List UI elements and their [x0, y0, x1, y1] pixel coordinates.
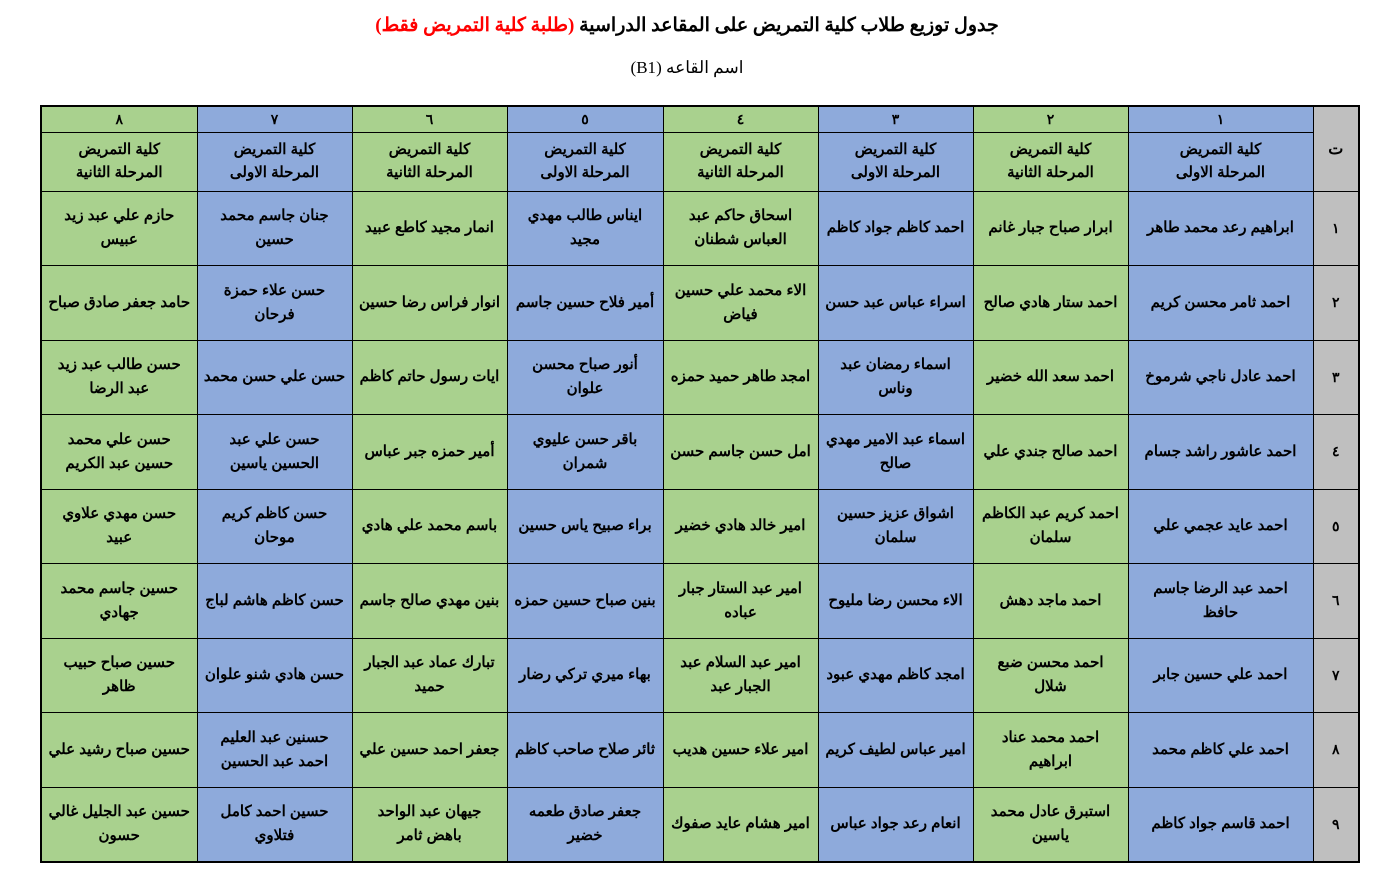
- student-name-cell: حسن طالب عبد زيد عبد الرضا: [41, 340, 197, 415]
- student-name-cell: تبارك عماد عبد الجبار حميد: [352, 638, 507, 713]
- student-name-cell: احمد ستار هادي صالح: [973, 266, 1128, 341]
- student-name-cell: اسماء رمضان عبد وناس: [818, 340, 973, 415]
- column-number-header: ٨: [41, 106, 197, 132]
- student-name-cell: احمد سعد الله خضير: [973, 340, 1128, 415]
- table-row: [41, 489, 1359, 564]
- student-name-cell: بنين مهدي صالح جاسم: [352, 564, 507, 639]
- student-name-cell: جنان جاسم محمد حسين: [197, 191, 352, 266]
- student-name-cell: امجد طاهر حميد حمزه: [663, 340, 818, 415]
- column-college-row: [41, 132, 1359, 191]
- student-name-cell: احمد كريم عبد الكاظم سلمان: [973, 489, 1128, 564]
- stage-label: المرحلة الثانية: [697, 163, 784, 181]
- student-name-cell: حامد جعفر صادق صباح: [41, 266, 197, 341]
- student-name-cell: حسين صباح رشيد علي: [41, 713, 197, 788]
- table-row: [41, 713, 1359, 788]
- row-number: ٧: [1313, 638, 1359, 713]
- student-name-cell: اسماء عبد الامير مهدي صالح: [818, 415, 973, 490]
- college-label: كلية التمريض: [1009, 141, 1092, 158]
- student-name-cell: احمد صالح جندي علي: [973, 415, 1128, 490]
- student-name-cell: انعام رعد جواد عباس: [818, 787, 973, 862]
- student-name-cell: بنين صباح حسين حمزه: [507, 564, 663, 639]
- column-college-header: [818, 132, 973, 191]
- student-name-cell: استبرق عادل محمد ياسين: [973, 787, 1128, 862]
- student-name-cell: احمد عبد الرضا جاسم حافظ: [1128, 564, 1313, 639]
- stage-label: المرحلة الثانية: [386, 163, 473, 181]
- row-number: ٥: [1313, 489, 1359, 564]
- student-name-cell: حسن علي محمد حسين عبد الكريم: [41, 415, 197, 490]
- title-black-text: جدول توزيع طلاب كلية التمريض على المقاعد الدراسية: [574, 15, 999, 36]
- student-name-cell: احمد عادل ناجي شرموخ: [1128, 340, 1313, 415]
- student-name-cell: احمد علي حسين جابر: [1128, 638, 1313, 713]
- column-number-header: ٧: [197, 106, 352, 132]
- student-name-cell: أمير حمزه جبر عباس: [352, 415, 507, 490]
- column-number-header: ٤: [663, 106, 818, 132]
- student-name-cell: ثائر صلاح صاحب كاظم: [507, 713, 663, 788]
- table-row: [41, 787, 1359, 862]
- column-college-header: [507, 132, 663, 191]
- student-name-cell: حسن علاء حمزة فرحان: [197, 266, 352, 341]
- column-college-header: [197, 132, 352, 191]
- student-name-cell: باقر حسن عليوي شمران: [507, 415, 663, 490]
- student-name-cell: احمد عايد عجمي علي: [1128, 489, 1313, 564]
- student-name-cell: احمد محسن ضبع شلال: [973, 638, 1128, 713]
- student-name-cell: حسن علي حسن محمد: [197, 340, 352, 415]
- table-row: [41, 191, 1359, 266]
- student-name-cell: حسين صباح حبيب ظاهر: [41, 638, 197, 713]
- table-row: [41, 266, 1359, 341]
- student-name-cell: امير عبد السلام عبد الجبار عبد: [663, 638, 818, 713]
- student-name-cell: أنور صباح محسن علوان: [507, 340, 663, 415]
- column-number-header: ١: [1128, 106, 1313, 132]
- student-name-cell: احمد عاشور راشد جسام: [1128, 415, 1313, 490]
- serial-column-header: ت: [1313, 106, 1359, 191]
- row-number: ١: [1313, 191, 1359, 266]
- student-name-cell: الاء محمد علي حسين فياض: [663, 266, 818, 341]
- student-name-cell: امير خالد هادي خضير: [663, 489, 818, 564]
- column-college-header: [973, 132, 1128, 191]
- student-name-cell: حسن كاظم هاشم لباج: [197, 564, 352, 639]
- row-number: ٩: [1313, 787, 1359, 862]
- document-title: [0, 0, 1374, 37]
- student-name-cell: امير علاء حسين هديب: [663, 713, 818, 788]
- student-name-cell: حسين عبد الجليل غالي حسون: [41, 787, 197, 862]
- college-label: كلية التمريض: [699, 141, 782, 158]
- row-number: ٦: [1313, 564, 1359, 639]
- column-number-header: ٣: [818, 106, 973, 132]
- student-name-cell: احمد قاسم جواد كاظم: [1128, 787, 1313, 862]
- student-name-cell: امل حسن جاسم حسن: [663, 415, 818, 490]
- seating-table: [40, 105, 1360, 863]
- student-name-cell: امير عبد الستار جبار عباده: [663, 564, 818, 639]
- column-college-header: [41, 132, 197, 191]
- title-red-text: (طلبة كلية التمريض فقط): [375, 15, 575, 36]
- stage-label: المرحلة الاولى: [229, 163, 320, 181]
- row-number: ٣: [1313, 340, 1359, 415]
- table-row: [41, 340, 1359, 415]
- student-name-cell: اسحاق حاكم عبد العباس شطنان: [663, 191, 818, 266]
- student-name-cell: ايناس طالب مهدي مجيد: [507, 191, 663, 266]
- student-name-cell: احمد ثامر محسن كريم: [1128, 266, 1313, 341]
- student-name-cell: براء صبيح ياس حسين: [507, 489, 663, 564]
- college-label: كلية التمريض: [233, 141, 316, 158]
- student-name-cell: الاء محسن رضا مليوح: [818, 564, 973, 639]
- hall-name-label: اسم القاعه (B1): [630, 58, 744, 77]
- college-label: كلية التمريض: [78, 141, 161, 158]
- student-name-cell: احمد محمد عناد ابراهيم: [973, 713, 1128, 788]
- student-name-cell: ابرار صباح جبار غانم: [973, 191, 1128, 266]
- student-name-cell: جعفر احمد حسين علي: [352, 713, 507, 788]
- row-number: ٤: [1313, 415, 1359, 490]
- table-row: [41, 638, 1359, 713]
- column-college-header: [1128, 132, 1313, 191]
- stage-label: المرحلة الاولى: [1175, 163, 1266, 181]
- student-name-cell: حسين جاسم محمد جهادي: [41, 564, 197, 639]
- college-label: كلية التمريض: [1179, 141, 1262, 158]
- student-name-cell: حسن مهدي علاوي عبيد: [41, 489, 197, 564]
- row-number: ٨: [1313, 713, 1359, 788]
- column-number-header: ٥: [507, 106, 663, 132]
- student-name-cell: اسراء عباس عبد حسن: [818, 266, 973, 341]
- student-name-cell: امير هشام عايد صفوك: [663, 787, 818, 862]
- column-number-header: ٢: [973, 106, 1128, 132]
- column-number-row: [41, 106, 1359, 132]
- column-number-header: ٦: [352, 106, 507, 132]
- student-name-cell: احمد علي كاظم محمد: [1128, 713, 1313, 788]
- student-name-cell: حسنين عبد العليم احمد عبد الحسين: [197, 713, 352, 788]
- college-label: كلية التمريض: [388, 141, 471, 158]
- student-name-cell: حسن علي عبد الحسين ياسين: [197, 415, 352, 490]
- column-college-header: [663, 132, 818, 191]
- stage-label: المرحلة الثانية: [75, 163, 163, 181]
- student-name-cell: امجد كاظم مهدي عبود: [818, 638, 973, 713]
- student-name-cell: انوار فراس رضا حسين: [352, 266, 507, 341]
- student-name-cell: امير عباس لطيف كريم: [818, 713, 973, 788]
- college-label: كلية التمريض: [854, 141, 937, 158]
- student-name-cell: ابراهيم رعد محمد طاهر: [1128, 191, 1313, 266]
- student-name-cell: حسن هادي شنو علوان: [197, 638, 352, 713]
- student-name-cell: حسين احمد كامل فتلاوي: [197, 787, 352, 862]
- row-number: ٢: [1313, 266, 1359, 341]
- column-college-header: [352, 132, 507, 191]
- student-name-cell: بهاء ميري تركي رضار: [507, 638, 663, 713]
- student-name-cell: انمار مجيد كاطع عبيد: [352, 191, 507, 266]
- student-name-cell: حازم علي عبد زيد عبيس: [41, 191, 197, 266]
- student-name-cell: جيهان عبد الواحد باهض ثامر: [352, 787, 507, 862]
- student-name-cell: احمد ماجد دهش: [973, 564, 1128, 639]
- student-name-cell: اشواق عزيز حسين سلمان: [818, 489, 973, 564]
- student-name-cell: أمير فلاح حسين جاسم: [507, 266, 663, 341]
- table-row: [41, 564, 1359, 639]
- student-name-cell: احمد كاظم جواد كاظم: [818, 191, 973, 266]
- stage-label: المرحلة الاولى: [850, 163, 941, 181]
- college-label: كلية التمريض: [544, 141, 626, 158]
- table-row: [41, 415, 1359, 490]
- student-name-cell: باسم محمد علي هادي: [352, 489, 507, 564]
- student-name-cell: حسن كاظم كريم موحان: [197, 489, 352, 564]
- stage-label: المرحلة الاولى: [540, 163, 630, 181]
- stage-label: المرحلة الثانية: [1007, 163, 1094, 181]
- student-name-cell: جعفر صادق طعمه خضير: [507, 787, 663, 862]
- student-name-cell: ايات رسول حاتم كاظم: [352, 340, 507, 415]
